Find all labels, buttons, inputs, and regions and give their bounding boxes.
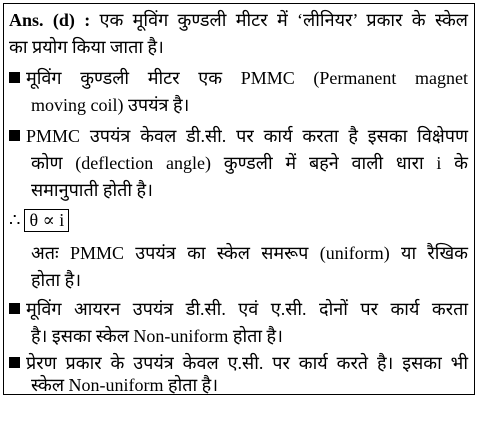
bullet-icon <box>9 72 20 83</box>
answer-box <box>3 3 475 395</box>
point-1-line-2: moving coil) उपयंत्र है। <box>31 95 190 115</box>
answer-line-1: Ans. (d) : एक मूविंग कुण्डली मीटर में ‘लीनियर’ प्रकार के स्केल <box>9 10 468 30</box>
point-3-line-2: है। इसका स्केल Non-uniform होता है। <box>31 326 283 346</box>
point-2-line-2: कोण (deflection angle) कुण्डली में बहने वाली धारा i के <box>31 153 468 173</box>
point-4-line-2: स्केल Non-uniform होता है। <box>31 375 219 395</box>
bullet-icon <box>9 357 20 368</box>
answer-label: Ans. (d) : <box>9 10 91 30</box>
bullet-icon <box>9 303 20 314</box>
point-3-line-1: मूविंग आयरन उपयंत्र डी.सी. एवं ए.सी. दोनों पर कार्य करता <box>9 296 468 323</box>
therefore-symbol: ∴ <box>9 210 21 230</box>
point-1-line-1: मूविंग कुण्डली मीटर एक PMMC (Permanent magnet <box>9 65 468 92</box>
point-4-line-1: प्रेरण प्रकार के उपयंत्र केवल ए.सी. पर कार्य करते है। इसका भी <box>9 350 468 377</box>
answer-line-2: का प्रयोग किया जाता है। <box>9 37 164 57</box>
formula-box: θ ∝ i <box>24 209 69 232</box>
formula-line <box>9 207 468 234</box>
point-2-line-1: PMMC उपयंत्र केवल डी.सी. पर कार्य करता है इसका विक्षेपण <box>9 123 468 150</box>
hence-line-2: होता है। <box>31 270 82 290</box>
point-2-line-3: समानुपाती होती है। <box>31 180 153 200</box>
hence-line-1: अतः PMMC उपयंत्र का स्केल समरूप (uniform) या रैखिक <box>31 243 468 263</box>
bullet-icon <box>9 130 20 141</box>
